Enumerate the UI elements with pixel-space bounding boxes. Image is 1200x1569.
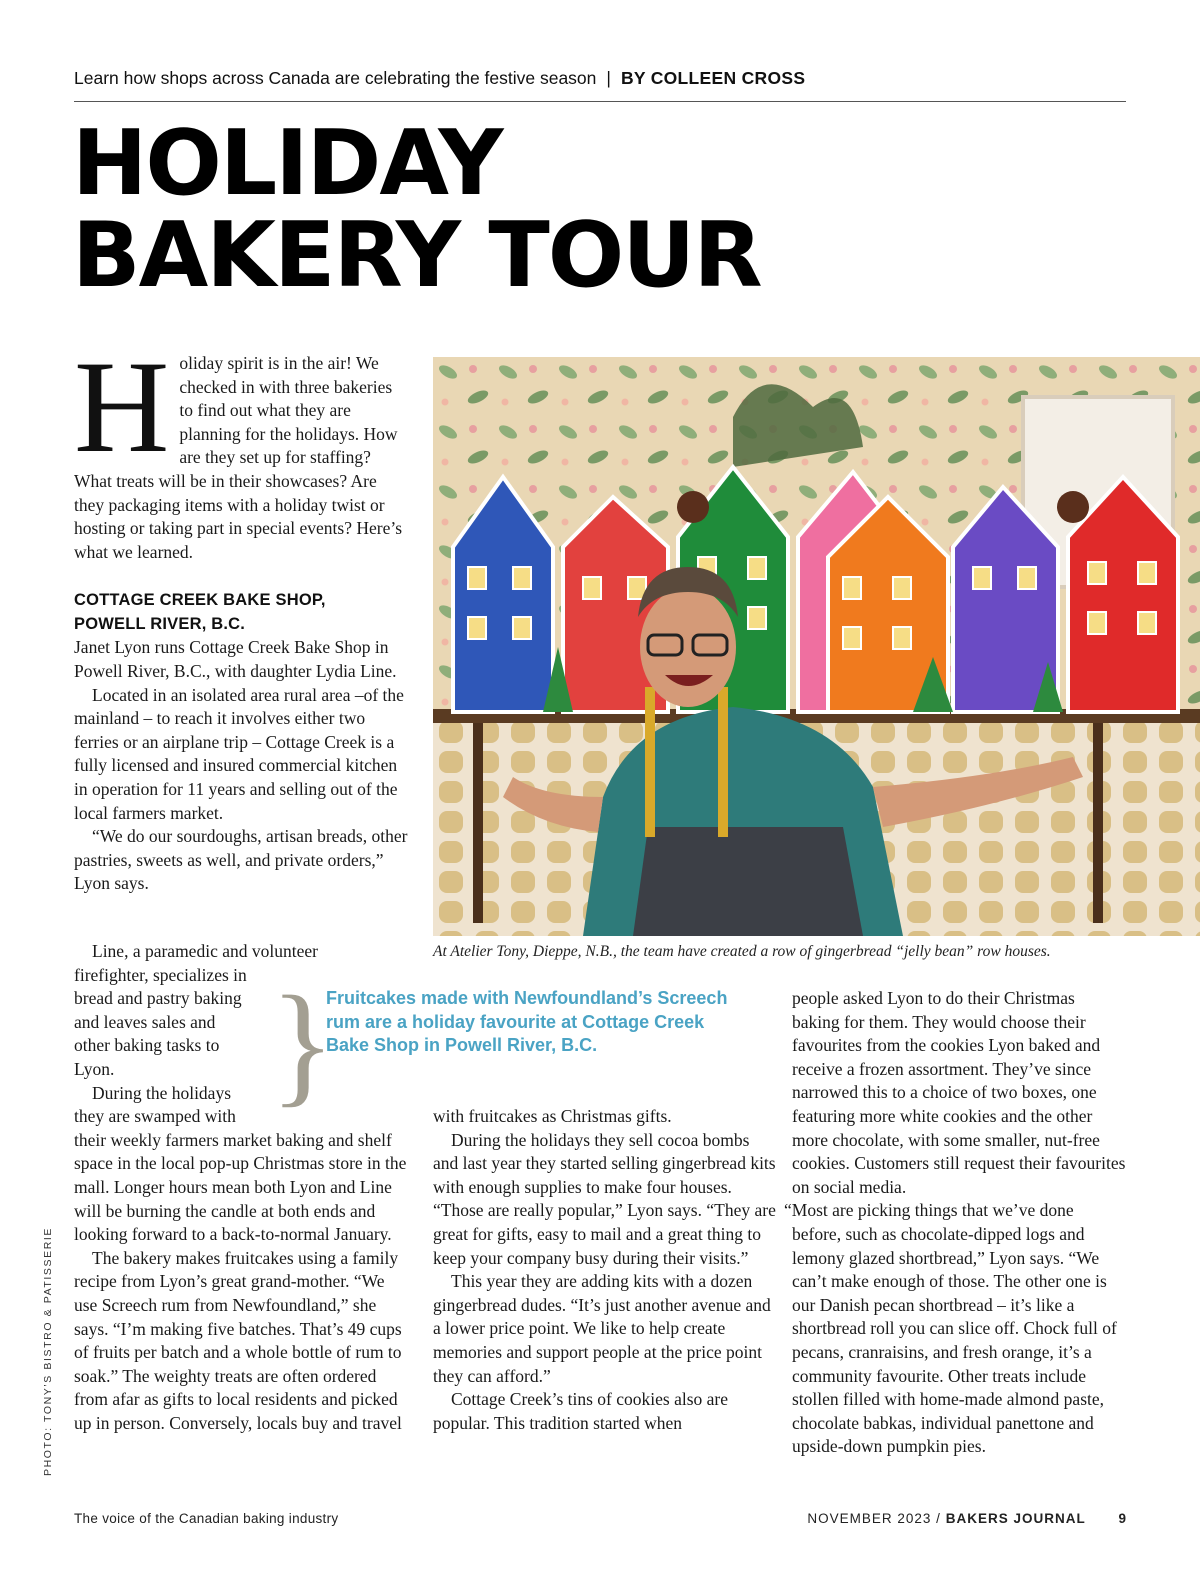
column-2 [433, 1105, 778, 1435]
footer-issue: NOVEMBER 2023 / [807, 1511, 941, 1526]
headline [72, 111, 761, 308]
kicker-text: Learn how shops across Canada are celebrating the festive season [74, 68, 597, 88]
brace-ornament: } [270, 969, 336, 1119]
pull-quote: Fruitcakes made with Newfoundland’s Screech rum are a holiday favourite at Cottage Creek Bake Shop in Powell River, B.C. [326, 988, 728, 1055]
drop-cap: H [74, 333, 170, 480]
kicker [74, 68, 805, 89]
header-rule [74, 101, 1126, 102]
footer-folio [807, 1511, 1126, 1526]
paragraph: Janet Lyon runs Cottage Creek Bake Shop in Powell River, B.C., with daughter Lydia Line. [74, 637, 397, 681]
paragraph-line: Line, a paramedic and volunteer [92, 941, 318, 961]
paragraph: “We do our sourdoughs, artisan breads, other pastries, sweets as well, and private orders,” Lyon says. [74, 826, 408, 894]
footer-magazine: BAKERS JOURNAL [945, 1511, 1086, 1526]
kicker-separator: | [606, 68, 611, 88]
paragraph: their weekly farmers market baking and shelf space in the local pop-up Christmas store in the mall. Longer hours mean both Lyon and Line will be burning the candle at both ends and looking forward to a back-to-normal January. [74, 1129, 407, 1245]
paragraph: people asked Lyon to do their Christmas baking for them. They would choose their favourites from the cookies Lyon baked and receive a frozen assortment. They’ve since narrowed this to a choice of two boxes, one featuring more white cookies and the other more chocolate, with some smaller, nut-free cookies. Customers still request their favourites on social media. [792, 988, 1126, 1197]
byline: BY COLLEEN CROSS [620, 68, 806, 88]
paragraph: This year they are adding kits with a dozen gingerbread dudes. “It’s just another avenue and a lower price point. We like to help create memories and support people at the price point they can afford.” [433, 1271, 771, 1386]
intro-paragraph [74, 333, 408, 564]
paragraph: During the holidays they sell cocoa bombs and last year they started selling gingerbread kits with enough supplies to make four houses. “Those are really popular,” Lyon says. “They are great for gifts, easy to mail and a great thing to keep your company busy during their visits.” [433, 1129, 776, 1268]
headline-line-2: BAKERY TOUR [72, 203, 761, 308]
footer-tagline: The voice of the Canadian baking industry [74, 1511, 339, 1526]
gingerbread-houses-photo [433, 357, 1200, 936]
paragraph: The bakery makes fruitcakes using a family recipe from Lyon’s great grand-mother. “We use Screech rum from Newfoundland,” she says. “I’m making five batches. That’s 49 cups of fruits per batch and a whole bottle of rum to soak.” The weighty treats are often ordered from afar as gifts to local residents and picked up in person. Conversely, locals buy and travel [74, 1247, 402, 1433]
photo-caption: At Atelier Tony, Dieppe, N.B., the team have created a row of gingerbread “jelly bean” row houses. [433, 943, 1051, 960]
paragraph: Located in an isolated area rural area –of the mainland – to reach it involves either two ferries or an airplane trip – Cottage Creek is a fully licensed and insured commercial kitchen in operation for 11 years and selling out of the local farmers market. [74, 684, 404, 823]
page-number: 9 [1118, 1511, 1126, 1526]
column-3 [784, 987, 1126, 1459]
paragraph: “Most are picking things that we’ve done before, such as chocolate-dipped logs and lemony glazed shortbread,” Lyon says. “We can’t make enough of those. The other one is our Danish pecan shortbread – it’s like a shortbread roll you can slice off. Chock full of pecans, cranraisins, and fresh orange, it’s a community favourite. Other treats include stollen filled with home-made almond paste, chocolate babkas, individual panettone and upside-down pumpkin pies. [784, 1200, 1117, 1457]
headline-line-1: HOLIDAY [72, 111, 502, 216]
paragraph-narrow: firefighter, specializes in bread and pastry baking and leaves sales and other baking tasks to Lyon. [74, 964, 247, 1079]
paragraph: with fruitcakes as Christmas gifts. [433, 1106, 672, 1126]
intro-text: oliday spirit is in the air! We checked in with three bakeries to find out what they are planning for the holidays. How are they set up for staffing? What treats will be in their showcases? Are they packaging items with a holiday twist or hosting or taking part in special events? Here’s what we learned. [74, 353, 403, 562]
subhead-line-2: POWELL RIVER, B.C. [74, 614, 246, 633]
paragraph: Cottage Creek’s tins of cookies also are popular. This tradition started when [433, 1389, 729, 1433]
photo-credit: PHOTO: TONY’S BISTRO & PATISSERIE [42, 1226, 54, 1476]
paragraph-narrow: During the holidays they are swamped with [74, 1082, 236, 1127]
section-subhead [74, 589, 408, 636]
column-1 [74, 333, 408, 896]
subhead-line-1: COTTAGE CREEK BAKE SHOP, [74, 591, 326, 610]
